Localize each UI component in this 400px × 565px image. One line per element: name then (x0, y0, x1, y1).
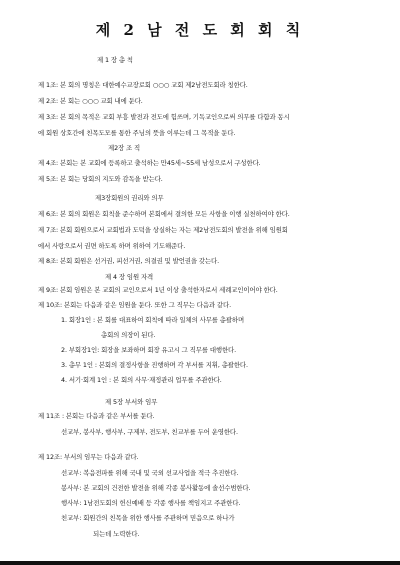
officer-item-3: 3. 총무 1인 : 본회의 결정사항을 진행하며 각 부서를 지휘, 총괄한다. (61, 361, 248, 369)
article-4: 제 4조: 본회는 본 교회에 등록하고 출석하는 만45세~55세 남성으로서 구성한다. (38, 159, 261, 167)
article-1: 제 1조: 본 회의 명칭은 대한예수교장로회 ○○○ 교회 제2남전도회라 칭한다. (38, 81, 248, 89)
chapter1-heading: 제 1 장 총 칙 (97, 56, 133, 64)
chapter3-heading: 제3장회원의 권리와 의무 (95, 194, 164, 202)
duty-events: 행사부: 1남전도회의 헌신예배 등 각종 행사를 책임지고 주관한다. (61, 499, 241, 507)
bottom-border (0, 561, 400, 565)
article-10: 제 10조: 본회는 다음과 같은 임원을 둔다. 또한 그 직무는 다음과 같다. (38, 301, 231, 309)
article-2: 제 2조: 본 회는 ○○○ 교회 내에 둔다. (38, 97, 143, 105)
article-12: 제 12조: 부서의 임무는 다음과 같다. (38, 453, 139, 461)
duty-service: 봉사부: 본 교회의 건전한 발전을 위해 각종 봉사활동에 솔선수범한다. (61, 484, 251, 492)
article-3-line1: 제 3조: 본 회의 목적은 교회 부흥 발전과 전도에 힘쓰며, 기독교인으로써 의무를 다함과 동시 (38, 113, 290, 121)
article-7-line1: 제 7조: 본회 회원으로서 교회법과 도덕을 상실하는 자는 제2남전도회의 발전을 위해 임원회 (38, 226, 288, 234)
article-9: 제 9조: 본회 임원은 본 교회의 교인으로서 1년 이상 출석한자로서 세례교인이어야 한다. (38, 286, 278, 294)
officer-item-1-line2: 총회의 의장이 된다. (101, 331, 156, 339)
chapter5-heading: 제 5장 부서와 임무 (105, 398, 158, 406)
article-11-line1: 제 11조 : 본회는 다음과 같은 부서를 둔다. (38, 412, 155, 420)
officer-item-4: 4. 서기·회계 1인 : 본 회의 사무·재정관리 업무를 주관한다. (61, 376, 222, 384)
article-7-line2: 에서 사랑으로서 권면 하도록 하며 위하여 기도해준다. (38, 242, 186, 250)
document-title: 제 2 남 전 도 회 회 칙 (95, 21, 305, 39)
duty-missions: 선교부: 복음전파를 위해 국내 및 국외 선교사업을 적극 추진한다. (61, 469, 239, 477)
article-5: 제 5조: 본 회는 당회의 지도와 감독을 받는다. (38, 175, 163, 183)
duty-fellowship-line2: 되는데 노력한다. (93, 530, 140, 538)
officer-item-2: 2. 부회장1인: 회장을 보좌하며 회장 유고시 그 직무를 대행한다. (61, 346, 237, 354)
article-6: 제 6조: 본 회의 회원은 회칙을 준수하며 본회에서 결의한 모든 사항을 이행 실천하여야 한다. (38, 210, 290, 218)
article-3-line2: 에 회원 상호간에 친목도모를 통한 주님의 뜻을 이루는데 그 목적을 둔다. (38, 129, 236, 137)
chapter4-heading: 제 4 장 임원 자격 (105, 273, 154, 281)
duty-fellowship-line1: 친교부: 회원간의 친목을 위한 행사를 주관하며 믿음으로 하나가 (61, 514, 235, 522)
article-8: 제 8조: 본회 회원은 선거권, 피선거권, 의결권 및 발언권을 갖는다. (38, 257, 220, 265)
officer-item-1-line1: 1. 회장1인 : 본 회를 대표하여 회칙에 따라 일체의 사무를 총괄하며 (61, 316, 245, 324)
chapter2-heading: 제2장 조 직 (108, 144, 141, 152)
article-11-line2: 선교부, 봉사부, 행사부, 구제부, 전도부, 친교부를 두어 운영한다. (61, 428, 238, 436)
